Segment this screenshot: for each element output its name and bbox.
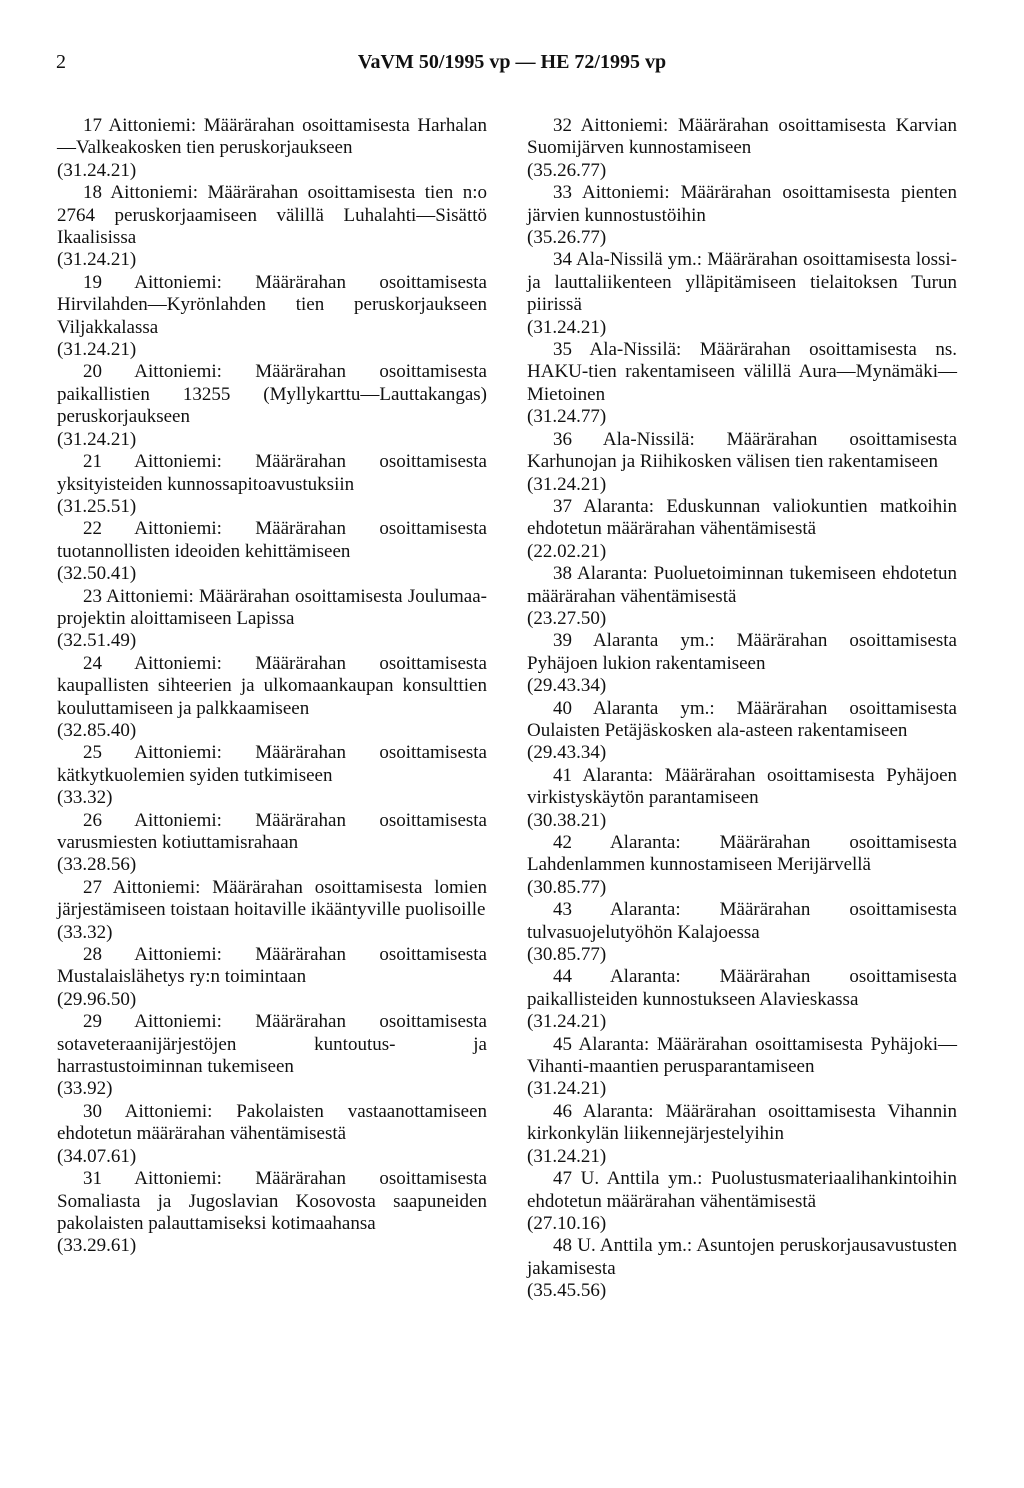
budget-reference: (35.45.56) xyxy=(527,1280,607,1302)
budget-reference: (23.27.50) xyxy=(527,607,607,629)
budget-reference: (30.38.21) xyxy=(527,809,607,831)
motion-title: 33 Aittoniemi: Määrärahan osoittamisesta pienten järvien kunnostustöihin xyxy=(527,182,957,226)
motion-title: 31 Aittoniemi: Määrärahan osoittamisesta Somaliasta ja Jugoslavian Kosovosta saapuneiden pakolaisten palauttamiseksi kotimaahansa xyxy=(57,1168,487,1234)
motion-title: 40 Alaranta ym.: Määrärahan osoittamisesta Oulaisten Petäjäskosken ala-asteen rakentamiseen xyxy=(527,697,957,741)
motion-entry xyxy=(57,361,487,451)
page-number: 2 xyxy=(56,51,66,73)
motion-entry xyxy=(527,899,957,966)
motion-title: 27 Aittoniemi: Määrärahan osoittamisesta lomien järjestämiseen toistaan hoitaville ikääntyville puolisoille xyxy=(57,876,487,921)
motion-entry xyxy=(527,698,957,765)
budget-reference: (31.24.21) xyxy=(527,316,607,338)
motion-entry xyxy=(527,182,957,249)
motion-entry xyxy=(57,944,487,1011)
budget-reference: (34.07.61) xyxy=(57,1145,137,1167)
motion-title: 35 Ala-Nissilä: Määrärahan osoittamisesta ns. HAKU-tien rakentamiseen välillä Aura—Mynämäki—Mietoinen xyxy=(527,339,957,405)
motion-entry xyxy=(527,630,957,697)
motion-entry xyxy=(527,1034,957,1101)
budget-reference: (31.24.21) xyxy=(57,159,137,181)
budget-reference: (31.24.21) xyxy=(527,1078,607,1100)
motion-title: 42 Alaranta: Määrärahan osoittamisesta Lahdenlammen kunnostamiseen Merijärvellä xyxy=(527,832,957,876)
motion-entry xyxy=(527,1168,957,1235)
motion-entry xyxy=(57,451,487,518)
budget-reference: (32.85.40) xyxy=(57,719,137,741)
budget-reference: (31.24.21) xyxy=(57,428,137,450)
motion-title: 41 Alaranta: Määrärahan osoittamisesta Pyhäjoen virkistyskäytön parantamiseen xyxy=(527,764,957,809)
budget-reference: (29.43.34) xyxy=(527,675,607,697)
budget-reference: (22.02.21) xyxy=(527,540,607,562)
budget-reference: (31.24.21) xyxy=(527,473,607,495)
motion-entry xyxy=(57,1168,487,1258)
motion-entry xyxy=(527,339,957,429)
motion-title: 44 Alaranta: Määrärahan osoittamisesta paikallisteiden kunnostukseen Alavieskassa xyxy=(527,966,957,1010)
motion-entry xyxy=(527,966,957,1033)
motion-title: 48 U. Anttila ym.: Asuntojen peruskorjausavustusten jakamisesta xyxy=(527,1235,957,1279)
motion-entry xyxy=(527,496,957,563)
budget-reference: (31.24.21) xyxy=(527,1011,607,1033)
budget-reference: (29.43.34) xyxy=(527,742,607,764)
motion-title: 24 Aittoniemi: Määrärahan osoittamisesta kaupallisten sihteerien ja ulkomaankaupan konsulttien kouluttamiseen ja palkkaamiseen xyxy=(57,652,487,719)
motion-entry xyxy=(527,563,957,630)
motion-title: 46 Alaranta: Määrärahan osoittamisesta Vihannin kirkonkylän liikennejärjestelyihin xyxy=(527,1100,957,1145)
motion-title: 21 Aittoniemi: Määrärahan osoittamisesta yksityisteiden kunnossapitoavustuksiin xyxy=(57,451,487,495)
budget-reference: (33.32) xyxy=(57,921,113,943)
motion-entry xyxy=(57,742,487,809)
motion-entry xyxy=(527,832,957,899)
right-column xyxy=(527,115,957,1303)
budget-reference: (33.28.56) xyxy=(57,854,137,876)
motion-title: 28 Aittoniemi: Määrärahan osoittamisesta Mustalaislähetys ry:n toimintaan xyxy=(57,944,487,988)
motion-entry xyxy=(527,765,957,832)
motion-entry xyxy=(57,518,487,585)
budget-reference: (31.24.21) xyxy=(57,249,137,271)
motion-entry xyxy=(57,1101,487,1168)
motion-entry xyxy=(57,182,487,272)
budget-reference: (33.92) xyxy=(57,1078,113,1100)
left-column xyxy=(57,115,487,1258)
motion-entry xyxy=(57,1011,487,1101)
motion-entry xyxy=(527,1101,957,1168)
motion-title: 20 Aittoniemi: Määrärahan osoittamisesta paikallistien 13255 (Myllykarttu—Lauttakangas) peruskorjaukseen xyxy=(57,361,487,428)
motion-title: 45 Alaranta: Määrärahan osoittamisesta Pyhäjoki—Vihanti-maantien perusparantamiseen xyxy=(527,1033,957,1078)
budget-reference: (31.24.21) xyxy=(57,339,137,361)
budget-reference: (31.24.21) xyxy=(527,1145,607,1167)
motion-title: 29 Aittoniemi: Määrärahan osoittamisesta sotaveteraanijärjestöjen kuntoutus- ja harrastustoiminnan tukemiseen xyxy=(57,1011,487,1078)
motion-title: 39 Alaranta ym.: Määrärahan osoittamisesta Pyhäjoen lukion rakentamiseen xyxy=(527,630,957,674)
motion-title: 30 Aittoniemi: Pakolaisten vastaanottamiseen ehdotetun määrärahan vähentämisestä xyxy=(57,1100,487,1145)
motion-title: 18 Aittoniemi: Määrärahan osoittamisesta tien n:o 2764 peruskorjaamiseen välillä Luhalahti—Sisättö Ikaalisissa xyxy=(57,182,487,249)
budget-reference: (33.29.61) xyxy=(57,1235,137,1257)
motion-title: 26 Aittoniemi: Määrärahan osoittamisesta varusmiesten kotiuttamisrahaan xyxy=(57,809,487,853)
motion-entry xyxy=(527,249,957,339)
running-header: VaVM 50/1995 vp — HE 72/1995 vp xyxy=(357,51,667,73)
motion-title: 25 Aittoniemi: Määrärahan osoittamisesta kätkytkuolemien syiden tutkimiseen xyxy=(57,742,487,786)
budget-reference: (32.51.49) xyxy=(57,630,137,652)
motion-entry xyxy=(527,429,957,496)
motion-entry xyxy=(57,653,487,743)
motion-entry xyxy=(57,810,487,877)
budget-reference: (30.85.77) xyxy=(527,944,607,966)
budget-reference: (31.24.77) xyxy=(527,406,607,428)
motion-title: 47 U. Anttila ym.: Puolustusmateriaalihankintoihin ehdotetun määrärahan vähentämisestä xyxy=(527,1168,957,1212)
budget-reference: (30.85.77) xyxy=(527,876,607,898)
budget-reference: (31.25.51) xyxy=(57,495,137,517)
motion-title: 36 Ala-Nissilä: Määrärahan osoittamisesta Karhunojan ja Riihikosken välisen tien rakentamiseen xyxy=(527,428,957,473)
motion-title: 17 Aittoniemi: Määrärahan osoittamisesta Harhalan—Valkeakosken tien peruskorjaukseen xyxy=(57,115,487,159)
budget-reference: (32.50.41) xyxy=(57,563,137,585)
motion-entry xyxy=(57,877,487,944)
budget-reference: (35.26.77) xyxy=(527,159,607,181)
motion-entry xyxy=(527,115,957,182)
motion-title: 38 Alaranta: Puoluetoiminnan tukemiseen ehdotetun määrärahan vähentämisestä xyxy=(527,563,957,607)
motion-title: 37 Alaranta: Eduskunnan valiokuntien matkoihin ehdotetun määrärahan vähentämisestä xyxy=(527,495,957,540)
motion-entry xyxy=(527,1235,957,1302)
motion-title: 19 Aittoniemi: Määrärahan osoittamisesta Hirvilahden—Kyrönlahden tien peruskorjaukseen Viljakkalassa xyxy=(57,271,487,338)
budget-reference: (35.26.77) xyxy=(527,227,607,249)
motion-title: 43 Alaranta: Määrärahan osoittamisesta tulvasuojelutyöhön Kalajoessa xyxy=(527,899,957,943)
motion-entry xyxy=(57,586,487,653)
motion-title: 23 Aittoniemi: Määrärahan osoittamisesta Joulumaa-projektin aloittamiseen Lapissa xyxy=(57,585,487,629)
motion-entry xyxy=(57,115,487,182)
motion-title: 34 Ala-Nissilä ym.: Määrärahan osoittamisesta lossi- ja lauttaliikenteen ylläpitämiseen tielaitoksen Turun piirissä xyxy=(527,249,957,316)
budget-reference: (33.32) xyxy=(57,787,113,809)
motion-title: 22 Aittoniemi: Määrärahan osoittamisesta tuotannollisten ideoiden kehittämiseen xyxy=(57,518,487,562)
motion-title: 32 Aittoniemi: Määrärahan osoittamisesta Karvian Suomijärven kunnostamiseen xyxy=(527,115,957,159)
budget-reference: (27.10.16) xyxy=(527,1212,607,1234)
budget-reference: (29.96.50) xyxy=(57,988,137,1010)
motion-entry xyxy=(57,272,487,362)
